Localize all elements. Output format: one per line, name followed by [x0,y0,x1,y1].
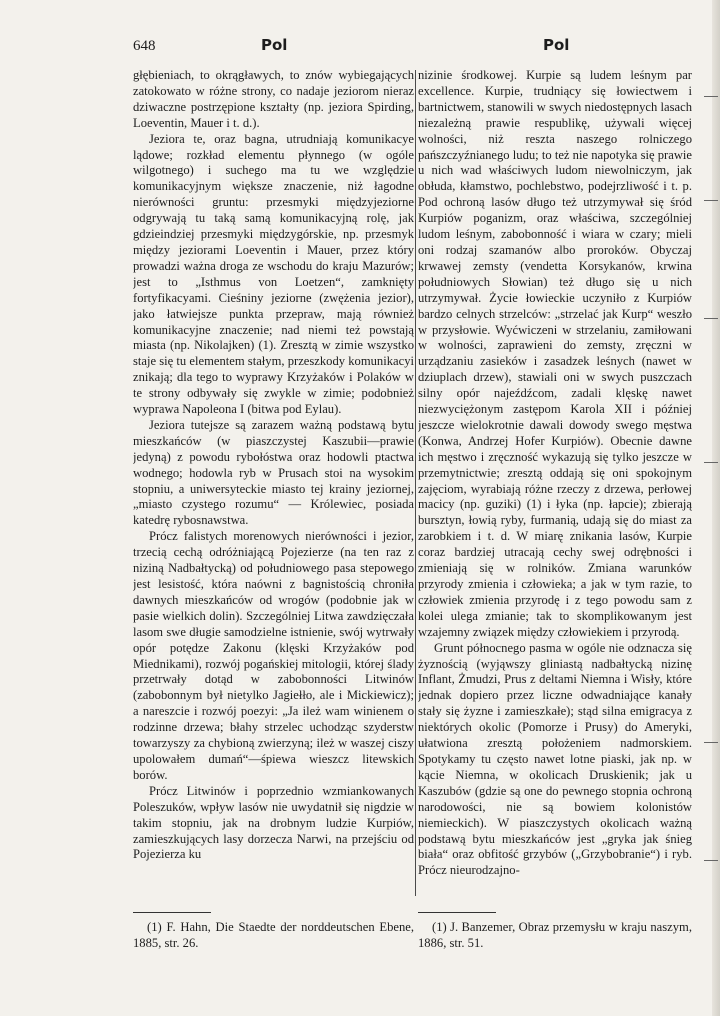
footnote-rule-right [418,912,496,913]
page-edge-shadow [712,0,720,1016]
footnote-right-text: (1) J. Banzemer, Obraz przemysłu w kraju naszym, 1886, str. 51. [418,920,692,950]
left-paragraph-4: Prócz falistych morenowych nierówności i jezior, trzecią cechą odróżniającą Pojezierze (na ten raz z niziną Nadbałtycką) od południowego pasa stepowego jest lesistość, która naówni z bagnistością chroniła dawnych mieszkańców od wrogów (podobnie jak w pasie wielkich dolin). Szczególniej Litwa zawdzięczała lasom swe długie samodzielne istnienie, swój wytrwały opór potędze Zakonu (klęski Krzyżaków pod Miednikami), rozwój pogańskiej mitologii, której ślady przetrwały dotąd w zabobonności Litwinów (zabobonnym był nietylko Jagiełło, ale i Mickiewicz); a nareszcie i rozwój poezyi: „Ja ileż wam winienem o rodzinne drzewa; błahy strzelec uchodząc szyderstw towarzyszy za chybioną zwierzyną; ileż w waszej ciszy upolowałem dumań“—śpiewa wieszcz litewskich borów. [133,529,414,782]
edge-tick-mark [704,96,718,97]
edge-tick-mark [704,860,718,861]
left-column [133,68,414,888]
column-divider [415,70,416,896]
edge-tick-mark [704,742,718,743]
left-paragraph-3: Jeziora tutejsze są zarazem ważną podstawą bytu mieszkańców (w piaszczystej Kaszubii—prawie jedyną) z powodu rybołóstwa oraz hodowli ptactwa wodnego; hodowla ryb w Prusach stoi na wysokim stopniu, a uniwersyteckie miasto tej krainy jeziornej, „miasto czystego rozumu“ — Królewiec, posiada katedrę rybosnawstwa. [133,417,414,528]
right-paragraph-2: Grunt północnego pasma w ogóle nie odznacza się żyznością (wyjąwszy gliniastą nadbałtycką nizinę Inflant, Żmudzi, Prus z deltami Niemna i Wisły, które jednak dopiero przez liczne odwadniające kanały stały się żyzne i zamieszkałe); stąd silna emigracya z niektórych okolic (Pomorze i Prusy) do Ameryki, ułatwiona zresztą położeniem nadmorskiem. Spotykamy tu często nawet lotne piaski, jak np. w kącie Niemna, w okolicach Druskienik; jak u Kaszubów (gdzie są one do pewnego stopnia ochroną narodowości, nie są bowiem kolonistów niemieckich). W piaszczystych okolicach ważną podstawą bytu mieszkańców jest „gryka jak śnieg biała“ oraz obfitość grzybów („Grzybobranie“) i ryb. Prócz nieurodzajno- [418,640,692,878]
running-head-right: Pol [543,36,570,54]
left-paragraph-5: Prócz Litwinów i poprzednio wzmiankowanych Poleszuków, wpływ lasów nie uwydatnił się nigdzie w takim stopniu, jak na drobnym ludzie Kurpiów, zamieszkujących lasy dorzecza Narwi, na przejściu od Pojezierza ku [133,783,414,862]
footnote-left-text: (1) F. Hahn, Die Staedte der norddeutschen Ebene, 1885, str. 26. [133,920,414,950]
page-number: 648 [133,38,156,54]
edge-tick-mark [704,462,718,463]
footnote-right [418,920,692,952]
right-paragraph-1: nizinie środkowej. Kurpie są ludem leśnym par excellence. Kurpie, trudniący się łowiectwem i bartnictwem, stanowili w swych niedostępnych lasach niezależną prawie respublikę, używali więcej wolności, niż reszta naszego rolniczego pańszczyźnianego ludu; to też nie napotyka się prawie u nich wad właściwych ludom niewolniczym, jak obłuda, kłamstwo, pochlebstwo, podejrzliwość i t. p. Pod ochroną lasów długo też utrzymywał się śród Kurpiów poganizm, oraz właściwa, szczególniej ludom leśnym, zabobonność i wiara w czary; mieli oni rodzaj szamanów albo proroków. Obyczaj krwawej zemsty (vendetta Korsykanów, krwina południowych Słowian) też długo się u nich utrzymywał. Życie łowieckie uczyniło z Kurpiów bardzo celnych strzelców: „strzelać jak Kurp“ weszło w przysłowie. Wyćwiczeni w strzelaniu, zamiłowani w wolności, zaprawieni do zemsty, zręczni w urządzaniu zasieków i zasadzek leśnych (nawet w dziuplach drzew), stawiali oni w swych puszczach silny opór najeźdźcom, zadali klęskę nawet niezwyciężonym zastępom Karola XII i później jeszcze wielokrotnie dawali dowody swego męstwa (Konwa, Andrzej Hofer Kurpiów). Obecnie dawne ich męstwo i zręczność wykazują się tylko jeszcze w przemytnictwie; zresztą oddają się oni spokojnym zajęciom, wyrabiają różne rzeczy z drzewa, perłowej macicy (np. guziki) (1) i łyka (np. łapcie); zbierają bursztyn, łowią ryby, furmanią, udają się do miast za zarobkiem i t. d. W miarę znikania lasów, Kurpie coraz bardziej utracają cechy swej odrębności i zmieniają się w rolników. Zmiana warunków przyrody zmienia i człowieka; a jak w tym razie, to człowiek zmienia przyrodę i z tego powodu sam z kolei ulega zmianie; tak to skomplikowanym jest wzajemny związek między człowiekiem i przyrodą. [418,68,692,639]
left-paragraph-1: głębieniach, to okrągławych, to znów wybiegających zatokowato w różne strony, co nadaje jeziorom nieraz dziwaczne postrzępione kształty (np. jeziora Spirding, Loeventin, Mauer i t. d.). [133,68,414,130]
page-header [133,38,689,62]
edge-tick-mark [704,318,718,319]
footnote-rule-left [133,912,211,913]
left-paragraph-2: Jeziora te, oraz bagna, utrudniają komunikacye lądowe; rozkład elementu płynnego (w ogóle wilgotnego) i suchego ma tu we względzie komunikacyjnym większe znaczenie, niż łagodne nierówności gruntu: przesmyki międzyjeziorne odgrywają tu taką samą komunikacyjną rolę, jak gdzieindziej przesmyki międzygórskie, np. przesmyk między jeziorami Loeventin i Mauer, przez który prowadzi ważna droga ze wschodu do kraju Mazurów; jest to „Isthmus von Loetzen“, zamknięty fortyfikacyami. Cieśniny jeziorne (zwężenia jezior), jako łatwiejsze punkta przepraw, mają również komunikacyjne znaczenie; nad niemi też powstają miasta (np. Nikolajken) (1). Zresztą w zimie wszystko staje się tu elementem stałym, przeszkody komunikacyi znikają; dla tego to wyprawy Krzyżaków i Polaków w te strony odbywały się zwykle w zimie; podobnież wyprawa Napoleona I (bitwa pod Eylau). [133,131,414,417]
right-column [418,68,692,888]
running-head-left: Pol [261,36,288,54]
edge-tick-mark [704,200,718,201]
footnote-left [133,920,414,952]
